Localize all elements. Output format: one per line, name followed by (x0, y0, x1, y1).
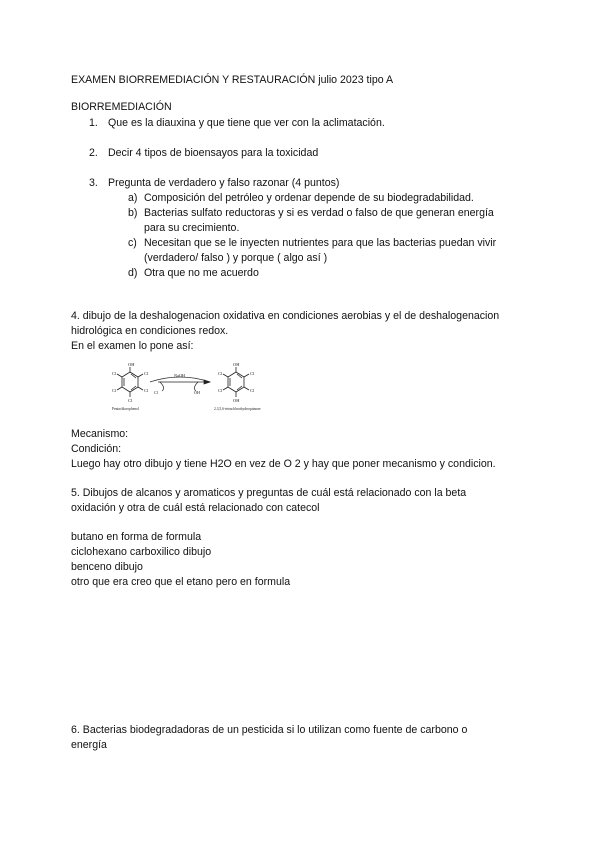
arrow-label: NaOH (174, 373, 185, 378)
list-item: benceno dibujo (71, 561, 143, 573)
list-item: butano en forma de formula (71, 531, 202, 543)
tetrachlorohydroquinone-structure (223, 367, 249, 397)
question-text: Pregunta de verdadero y falso razonar (4 puntos) (108, 177, 340, 189)
question-number: 1. (89, 117, 98, 129)
sub-item-text: para su crecimiento. (144, 222, 240, 234)
paragraph-line: Condición: (71, 443, 122, 455)
sub-item-text: Otra que no me acuerdo (144, 267, 259, 279)
atom-label: OH (233, 362, 240, 367)
paragraph-line: 4. dibujo de la deshalogenacion oxidativa en condiciones aerobias y el de deshalogenacion (71, 310, 500, 322)
sub-item-text: Bacterias sulfato reductoras y si es verdad o falso de que generan energía (144, 207, 494, 219)
atom-label: OH (233, 398, 240, 403)
paragraph-line: energía (71, 739, 107, 751)
paragraph-line: En el examen lo pone así: (71, 340, 194, 352)
list-item: otro que era creo que el etano pero en formula (71, 576, 291, 588)
paragraph-line: hidrológica en condiciones redox. (71, 325, 229, 337)
paragraph-line: Mecanismo: (71, 428, 129, 440)
reaction-diagram (100, 358, 320, 416)
question-number: 3. (89, 177, 98, 189)
sub-item-letter: a) (128, 192, 138, 204)
question-text: Que es la diauxina y que tiene que ver con la aclimatación. (108, 117, 385, 129)
right-caption: 2,3,5,6-tetrachlorohydroquinone (214, 407, 261, 411)
paragraph-line: 5. Dibujos de alcanos y aromaticos y preguntas de cuál está relacionado con la beta (71, 487, 467, 499)
pentachlorophenol-structure (117, 367, 143, 397)
sub-item-letter: b) (128, 207, 138, 219)
atom-label: Cl (128, 398, 133, 403)
sub-item-letter: c) (128, 237, 137, 249)
atom-label: Cl (218, 388, 223, 393)
question-number: 2. (89, 147, 98, 159)
atom-label: OH (128, 362, 135, 367)
reaction-arrow (150, 377, 210, 391)
atom-label: Cl (112, 388, 117, 393)
sub-item-letter: d) (128, 267, 138, 279)
atom-label: Cl (250, 371, 255, 376)
question-text: Decir 4 tipos de bioensayos para la toxicidad (108, 147, 319, 159)
paragraph-line: oxidación y otra de cuál está relacionado con catecol (71, 502, 320, 514)
sub-item-text: (verdadero/ falso ) y porque ( algo así ) (144, 252, 328, 264)
list-item: ciclohexano carboxilico dibujo (71, 546, 212, 558)
paragraph-line: Luego hay otro dibujo y tiene H2O en vez de O 2 y hay que poner mecanismo y condicion. (71, 458, 496, 470)
sub-item-text: Necesitan que se le inyecten nutrientes para que las bacterias puedan vivir (144, 237, 497, 249)
atom-label: Cl (144, 371, 149, 376)
atom-label: Cl (144, 388, 149, 393)
sub-item-text: Composición del petróleo y ordenar depende de su biodegradabilidad. (144, 192, 474, 204)
atom-label: Cl (218, 371, 223, 376)
atom-label: Cl (154, 390, 158, 395)
atom-label: Cl (112, 371, 117, 376)
exam-title: EXAMEN BIORREMEDIACIÓN Y RESTAURACIÓN julio 2023 tipo A (71, 74, 394, 86)
atom-label: Cl (250, 388, 255, 393)
left-caption: Pentachlorophenol (112, 407, 139, 411)
paragraph-line: 6. Bacterias biodegradadoras de un pesticida si lo utilizan como fuente de carbono o (71, 724, 468, 736)
section-heading: BIORREMEDIACIÓN (71, 101, 172, 113)
atom-label: OH (194, 390, 201, 395)
